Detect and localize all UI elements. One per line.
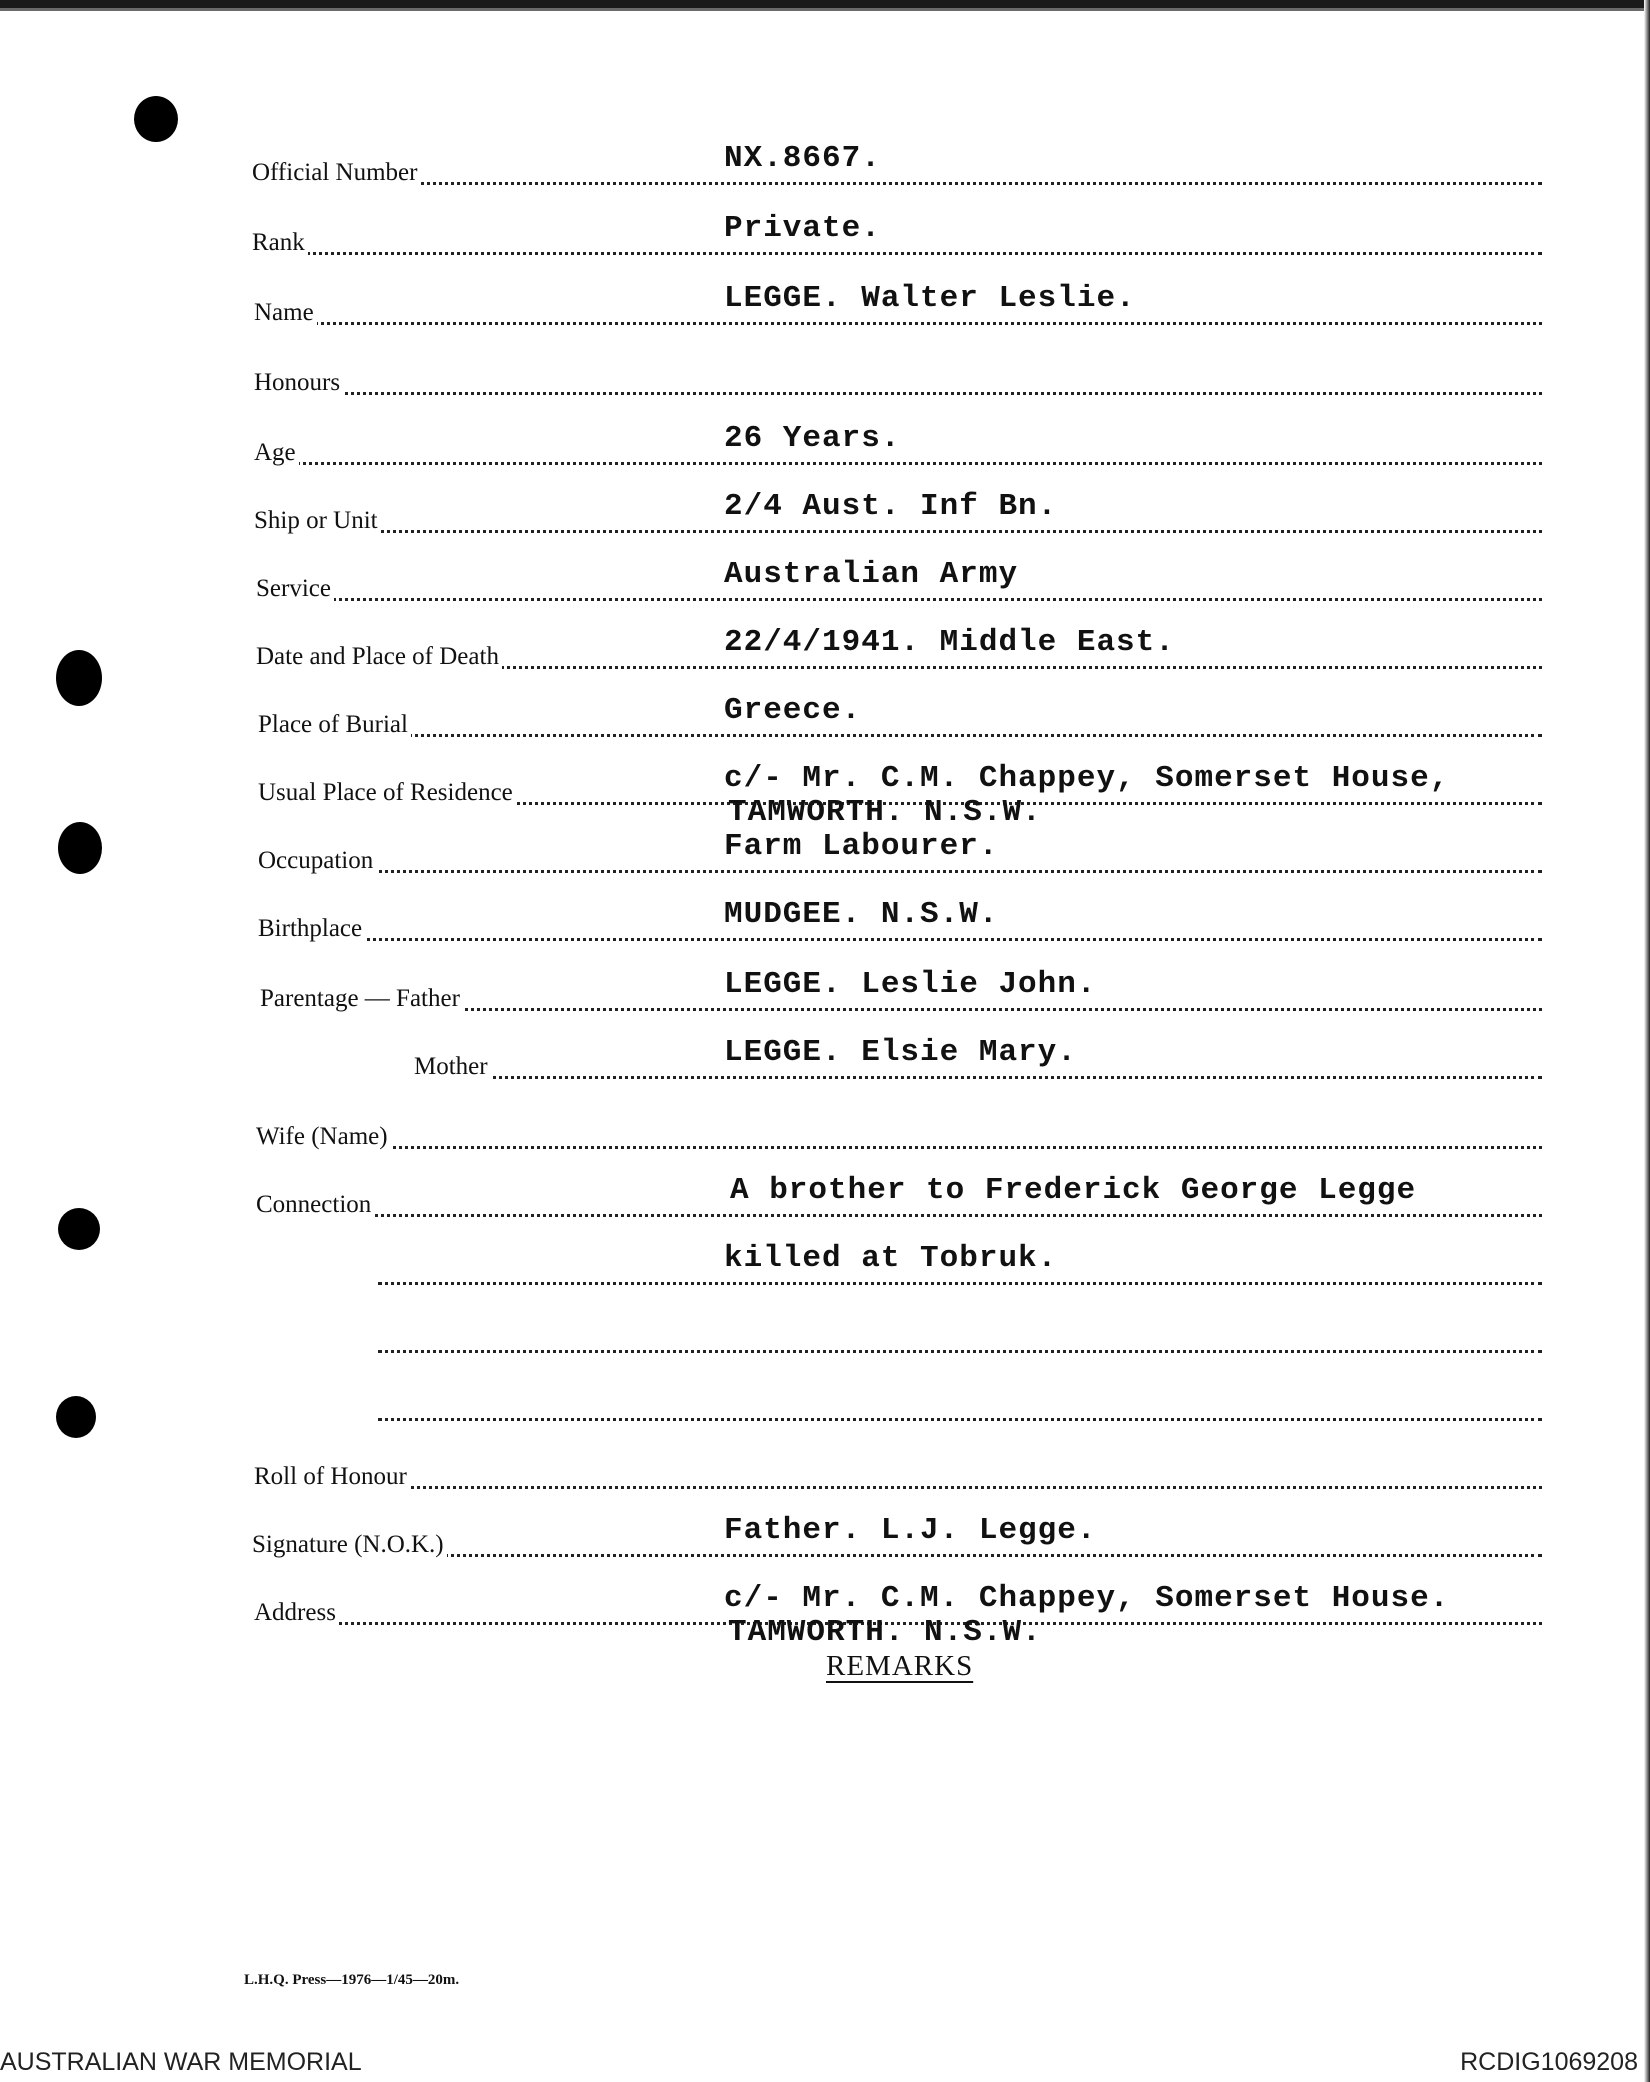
remarks-heading: REMARKS: [826, 1650, 974, 1682]
field-row-roll-of-honour: [0, 1454, 1650, 1514]
field-label: Name: [254, 298, 317, 328]
dotted-leader: [256, 1144, 1542, 1149]
dotted-leader: [414, 1074, 1542, 1079]
field-label: Service: [256, 574, 334, 604]
field-value: LEGGE. Walter Leslie.: [724, 281, 1136, 316]
dotted-leader: [254, 1484, 1542, 1489]
dotted-leader: [378, 1348, 1542, 1353]
field-label: Birthplace: [258, 914, 365, 944]
punch-hole: [134, 96, 178, 142]
field-row-mother: [0, 1035, 1650, 1104]
field-value: MUDGEE. N.S.W.: [724, 897, 999, 932]
field-value-line2: TAMWORTH. N.S.W.: [728, 795, 1042, 830]
dotted-leader: [256, 1212, 1542, 1217]
field-row-rank: [0, 211, 1650, 280]
field-label: Parentage — Father: [260, 984, 463, 1014]
field-value-line2: TAMWORTH. N.S.W.: [728, 1615, 1042, 1650]
dotted-leader: [378, 1416, 1542, 1421]
field-value: Father. L.J. Legge.: [724, 1513, 1097, 1548]
dotted-leader: [254, 390, 1542, 395]
field-row-connection-continuation: [0, 1386, 1650, 1446]
dotted-leader: [254, 460, 1542, 465]
field-label: Place of Burial: [258, 710, 411, 740]
field-value: c/- Mr. C.M. Chappey, Somerset House,: [724, 761, 1450, 796]
field-row-date-and-place-of-death: [0, 625, 1650, 694]
field-label: Address: [254, 1598, 339, 1628]
dotted-leader: [258, 732, 1542, 737]
field-row-address: [0, 1581, 1650, 1650]
field-label: Honours: [254, 368, 343, 398]
field-row-connection-continuation: [0, 1241, 1650, 1310]
field-label: Rank: [252, 228, 308, 258]
field-row-connection: [0, 1173, 1650, 1242]
field-value: Australian Army: [724, 557, 1019, 592]
field-label: Signature (N.O.K.): [252, 1530, 447, 1560]
field-row-age: [0, 421, 1650, 490]
field-row-honours: [0, 360, 1650, 420]
field-value: 22/4/1941. Middle East.: [724, 625, 1175, 660]
footer-record-id: RCDIG1069208: [1460, 2048, 1638, 2076]
field-row-ship-or-unit: [0, 489, 1650, 558]
dotted-leader: [252, 180, 1542, 185]
footer-archive-name: AUSTRALIAN WAR MEMORIAL: [0, 2048, 362, 2076]
field-row-service: [0, 557, 1650, 626]
field-label: Occupation: [258, 846, 376, 876]
print-code: L.H.Q. Press—1976—1/45—20m.: [244, 1972, 460, 1988]
field-value: Farm Labourer.: [724, 829, 999, 864]
scan-top-edge-shadow: [0, 8, 1650, 11]
field-label: Date and Place of Death: [256, 642, 502, 672]
field-label: Usual Place of Residence: [258, 778, 516, 808]
field-row-wife-name: [0, 1114, 1650, 1174]
field-label: Connection: [256, 1190, 374, 1220]
field-value: Private.: [724, 211, 881, 246]
field-value: NX.8667.: [724, 141, 881, 176]
dotted-leader: [378, 1280, 1542, 1285]
field-row-usual-place-of-residence: [0, 761, 1650, 830]
field-value-continuation: killed at Tobruk.: [724, 1241, 1058, 1276]
dotted-leader: [258, 868, 1542, 873]
field-label: Mother: [414, 1052, 491, 1082]
field-value: Greece.: [724, 693, 862, 728]
field-value: c/- Mr. C.M. Chappey, Somerset House.: [724, 1581, 1450, 1616]
field-row-official-number: [0, 141, 1650, 210]
field-label: Official Number: [252, 158, 420, 188]
dotted-leader: [252, 250, 1542, 255]
dotted-leader: [254, 528, 1542, 533]
field-value: LEGGE. Elsie Mary.: [724, 1035, 1077, 1070]
field-row-parentage-father: [0, 967, 1650, 1036]
field-value: A brother to Frederick George Legge: [730, 1173, 1417, 1208]
field-value: 2/4 Aust. Inf Bn.: [724, 489, 1058, 524]
dotted-leader: [256, 596, 1542, 601]
scan-top-edge: [0, 0, 1650, 8]
field-row-name: [0, 281, 1650, 350]
field-row-occupation: [0, 829, 1650, 898]
dotted-leader: [258, 936, 1542, 941]
field-row-birthplace: [0, 897, 1650, 966]
field-label: Age: [254, 438, 299, 468]
field-label: Wife (Name): [256, 1122, 391, 1152]
field-value: LEGGE. Leslie John.: [724, 967, 1097, 1002]
field-value: 26 Years.: [724, 421, 901, 456]
field-label: Ship or Unit: [254, 506, 381, 536]
field-row-connection-continuation: [0, 1318, 1650, 1378]
dotted-leader: [254, 320, 1542, 325]
field-row-signature-n-o-k: [0, 1513, 1650, 1582]
field-label: Roll of Honour: [254, 1462, 410, 1492]
field-row-place-of-burial: [0, 693, 1650, 762]
